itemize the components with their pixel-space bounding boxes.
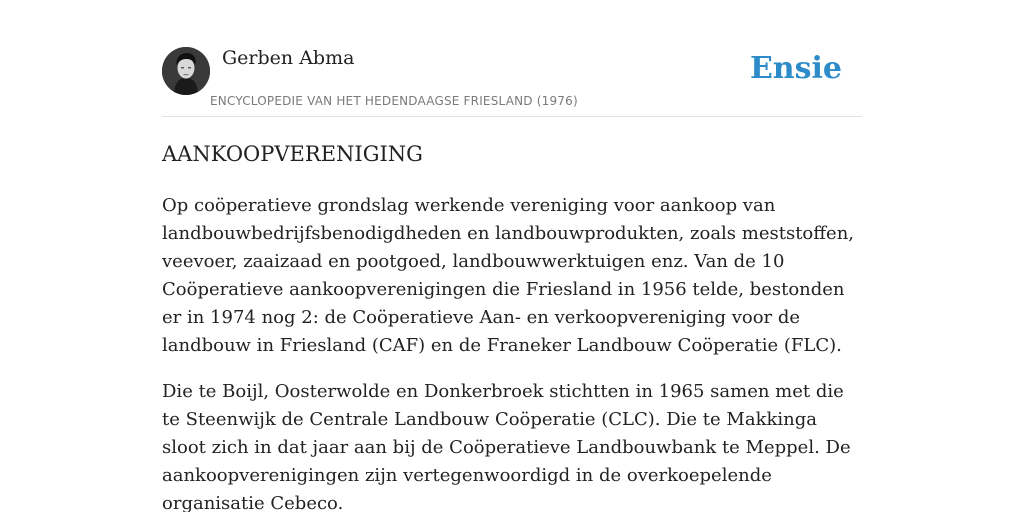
article-header [162,46,862,117]
author-portrait-icon [162,47,210,95]
author-name[interactable]: Gerben Abma [222,47,355,69]
article-paragraph: Op coöperatieve grondslag werkende vereniging voor aankoop van landbouwbedrijfsbenodigdheden en landbouwprodukten, zoals meststoffen, veevoer, zaaizaad en pootgoed, landbouwwerktuigen enz. Van de 10 Coöperatieve aankoopverenigingen die Friesland in 1956 telde, bestonden er in 1974 nog 2: de Coöperatieve Aan- en verkoopvereniging voor de landbouw in Friesland (CAF) en de Franeker Landbouw Coöperatie (FLC). [162,195,855,356]
source-title[interactable]: ENCYCLOPEDIE VAN HET HEDENDAAGSE FRIESLAND (1976) [210,94,578,108]
article-title: AANKOOPVERENIGING [162,142,423,166]
article-body [162,192,862,512]
avatar[interactable] [162,47,210,95]
ensie-logo[interactable]: Ensie [749,51,842,86]
article-paragraph: Die te Boijl, Oosterwolde en Donkerbroek stichtten in 1965 samen met die te Steenwijk de Centrale Landbouw Coöperatie (CLC). Die te Makkinga sloot zich in dat jaar aan bij de Coöperatieve Landbouwbank te Meppel. De aankoopverenigingen zijn vertegenwoordigd in de overkoepelende organisatie Cebeco. [162,381,851,512]
